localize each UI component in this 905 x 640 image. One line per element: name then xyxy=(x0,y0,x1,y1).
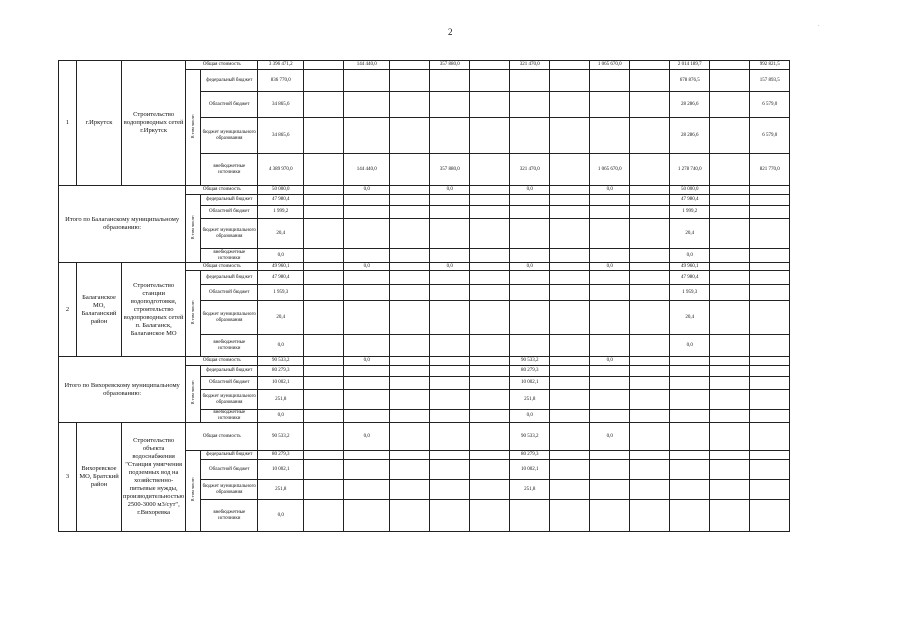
value-cell: 992 821,5 xyxy=(750,61,790,70)
table-row xyxy=(59,357,790,366)
value-cell: 20,4 xyxy=(258,301,304,335)
value-cell: 10 002,1 xyxy=(258,377,304,390)
value-cell: 1 999,2 xyxy=(670,206,710,219)
page-number: 2 xyxy=(448,27,453,37)
value-cell: 90 533,2 xyxy=(510,357,550,366)
total-cost-label: Общая стоимость xyxy=(186,263,258,271)
row-number: 3 xyxy=(59,423,77,532)
mun-label: бюджет муниципального образования xyxy=(201,301,258,335)
municipality-cell: Вихоревское МО, Братский район xyxy=(77,423,122,532)
vnb-label: внебюджетные источники xyxy=(201,335,258,357)
value-cell: 1 959,3 xyxy=(670,285,710,301)
subtotal-title: Итого по Вихоревскому муниципальному образованию: xyxy=(59,357,186,423)
value-cell: 251,8 xyxy=(510,480,550,500)
obl-label: Областной бюджет xyxy=(201,206,258,219)
vnb-label: внебюджетные источники xyxy=(201,410,258,423)
value-cell: 0,0 xyxy=(344,186,390,195)
value-cell: 0,0 xyxy=(430,186,470,195)
value-cell: 821 770,0 xyxy=(750,154,790,186)
fed-label: федеральный бюджет xyxy=(201,70,258,92)
value-cell: 0,0 xyxy=(258,335,304,357)
value-cell: 34 865,6 xyxy=(258,92,304,118)
value-cell: 1 065 670,0 xyxy=(590,154,630,186)
obl-label: Областной бюджет xyxy=(201,92,258,118)
obl-label: Областной бюджет xyxy=(201,377,258,390)
value-cell: 321 470,0 xyxy=(510,154,550,186)
value-cell: 1 065 670,0 xyxy=(590,61,630,70)
obl-label: Областной бюджет xyxy=(201,460,258,480)
value-cell: 34 865,6 xyxy=(258,118,304,154)
value-cell: 50 000,0 xyxy=(258,186,304,195)
value-cell: 0,0 xyxy=(670,249,710,263)
total-cost-label: Общая стоимость xyxy=(186,357,258,366)
value-cell: 0,0 xyxy=(344,423,390,451)
value-cell: 6 579,0 xyxy=(750,118,790,154)
value-cell: 0,0 xyxy=(670,335,710,357)
value-cell: 144 440,0 xyxy=(344,61,390,70)
funding-table xyxy=(58,60,790,532)
value-cell: 157 893,5 xyxy=(750,70,790,92)
total-cost-label: Общая стоимость xyxy=(186,61,258,70)
value-cell: 1 959,3 xyxy=(258,285,304,301)
row-number: 2 xyxy=(59,263,77,357)
value-cell: 144 440,0 xyxy=(344,154,390,186)
vnb-label: внебюджетные источники xyxy=(201,249,258,263)
total-cost-label: Общая стоимость xyxy=(186,423,258,451)
value-cell: 2 014 189,7 xyxy=(670,61,710,70)
including-label: В том числе: xyxy=(190,113,196,139)
value-cell: 10 002,1 xyxy=(510,460,550,480)
value-cell: 10 002,1 xyxy=(510,377,550,390)
including-label: В том числе: xyxy=(190,380,196,405)
value-cell: 678 876,5 xyxy=(670,70,710,92)
value-cell: 0,0 xyxy=(590,423,630,451)
fed-label: федеральный бюджет xyxy=(201,451,258,460)
value-cell: 6 579,0 xyxy=(750,92,790,118)
project-cell: Строительство объекта водоснабжения "Станция умягчения подземных вод на хозяйственно-питьевые нужды, производительностью 2500-3000 м3/сут", г.Вихоревка xyxy=(122,423,186,532)
mun-label: бюджет муниципального образования xyxy=(201,219,258,249)
value-cell: 0,0 xyxy=(590,263,630,271)
project-cell: Строительство водопроводных сетей г.Иркутск xyxy=(122,61,186,186)
value-cell: 50 000,0 xyxy=(670,186,710,195)
fed-label: федеральный бюджет xyxy=(201,271,258,285)
including-label: В том числе: xyxy=(190,214,196,240)
value-cell: 90 533,2 xyxy=(258,423,304,451)
table-row xyxy=(59,186,790,195)
value-cell: 90 533,2 xyxy=(258,357,304,366)
including-label: В том числе: xyxy=(190,299,196,325)
value-cell: 1 278 740,0 xyxy=(670,154,710,186)
value-cell: 0,0 xyxy=(258,500,304,532)
value-cell: 80 279,3 xyxy=(510,451,550,460)
value-cell: 47 980,4 xyxy=(670,195,710,206)
including-label: В том числе: xyxy=(190,477,196,502)
municipality-cell: Балаганское МО, Балаганский район xyxy=(77,263,122,357)
value-cell: 3 396 471,2 xyxy=(258,61,304,70)
value-cell: 0,0 xyxy=(510,263,550,271)
fed-label: федеральный бюджет xyxy=(201,366,258,377)
value-cell: 28 286,6 xyxy=(670,92,710,118)
value-cell: 20,4 xyxy=(670,301,710,335)
mun-label: бюджет муниципального образования xyxy=(201,118,258,154)
value-cell: 357 880,0 xyxy=(430,154,470,186)
including-label-cell xyxy=(186,451,201,532)
value-cell: 49 960,1 xyxy=(670,263,710,271)
including-label-cell xyxy=(186,195,201,263)
value-cell: 0,0 xyxy=(590,357,630,366)
value-cell: 80 279,3 xyxy=(510,366,550,377)
table-row xyxy=(59,263,790,271)
value-cell: 357 880,0 xyxy=(430,61,470,70)
value-cell: 0,0 xyxy=(344,263,390,271)
value-cell: 1 999,2 xyxy=(258,206,304,219)
value-cell: 90 533,2 xyxy=(510,423,550,451)
value-cell: 10 002,1 xyxy=(258,460,304,480)
value-cell: 321 470,0 xyxy=(510,61,550,70)
value-cell: 4 389 970,0 xyxy=(258,154,304,186)
value-cell: 80 279,3 xyxy=(258,451,304,460)
value-cell: 836 770,0 xyxy=(258,70,304,92)
row-number: 1 xyxy=(59,61,77,186)
table-row xyxy=(59,61,790,70)
value-cell: 0,0 xyxy=(590,186,630,195)
mun-label: бюджет муниципального образования xyxy=(201,390,258,410)
including-label-cell xyxy=(186,70,201,186)
value-cell: 0,0 xyxy=(510,186,550,195)
value-cell: 0,0 xyxy=(344,357,390,366)
value-cell: 47 980,4 xyxy=(258,195,304,206)
value-cell: 47 980,4 xyxy=(258,271,304,285)
value-cell: 251,8 xyxy=(258,390,304,410)
including-label-cell xyxy=(186,366,201,423)
value-cell: 0,0 xyxy=(258,410,304,423)
obl-label: Областной бюджет xyxy=(201,285,258,301)
margin-mark: . xyxy=(818,22,820,28)
value-cell: 28 286,6 xyxy=(670,118,710,154)
vnb-label: внебюджетные источники xyxy=(201,154,258,186)
value-cell: 0,0 xyxy=(258,249,304,263)
subtotal-title: Итого по Балаганскому муниципальному образованию: xyxy=(59,186,186,263)
table-row xyxy=(59,423,790,451)
value-cell: 49 960,1 xyxy=(258,263,304,271)
value-cell: 0,0 xyxy=(430,263,470,271)
value-cell: 20,4 xyxy=(670,219,710,249)
municipality-cell: г.Иркутск xyxy=(77,61,122,186)
including-label-cell xyxy=(186,271,201,357)
mun-label: бюджет муниципального образования xyxy=(201,480,258,500)
fed-label: федеральный бюджет xyxy=(201,195,258,206)
total-cost-label: Общая стоимость xyxy=(186,186,258,195)
value-cell: 0,0 xyxy=(510,410,550,423)
value-cell: 80 279,3 xyxy=(258,366,304,377)
vnb-label: внебюджетные источники xyxy=(201,500,258,532)
project-cell: Строительство станции водоподготовки, строительство водопроводных сетей п. Балаганск, Балаганское МО xyxy=(122,263,186,357)
value-cell: 251,8 xyxy=(510,390,550,410)
value-cell: 251,8 xyxy=(258,480,304,500)
value-cell: 20,4 xyxy=(258,219,304,249)
value-cell: 47 980,4 xyxy=(670,271,710,285)
